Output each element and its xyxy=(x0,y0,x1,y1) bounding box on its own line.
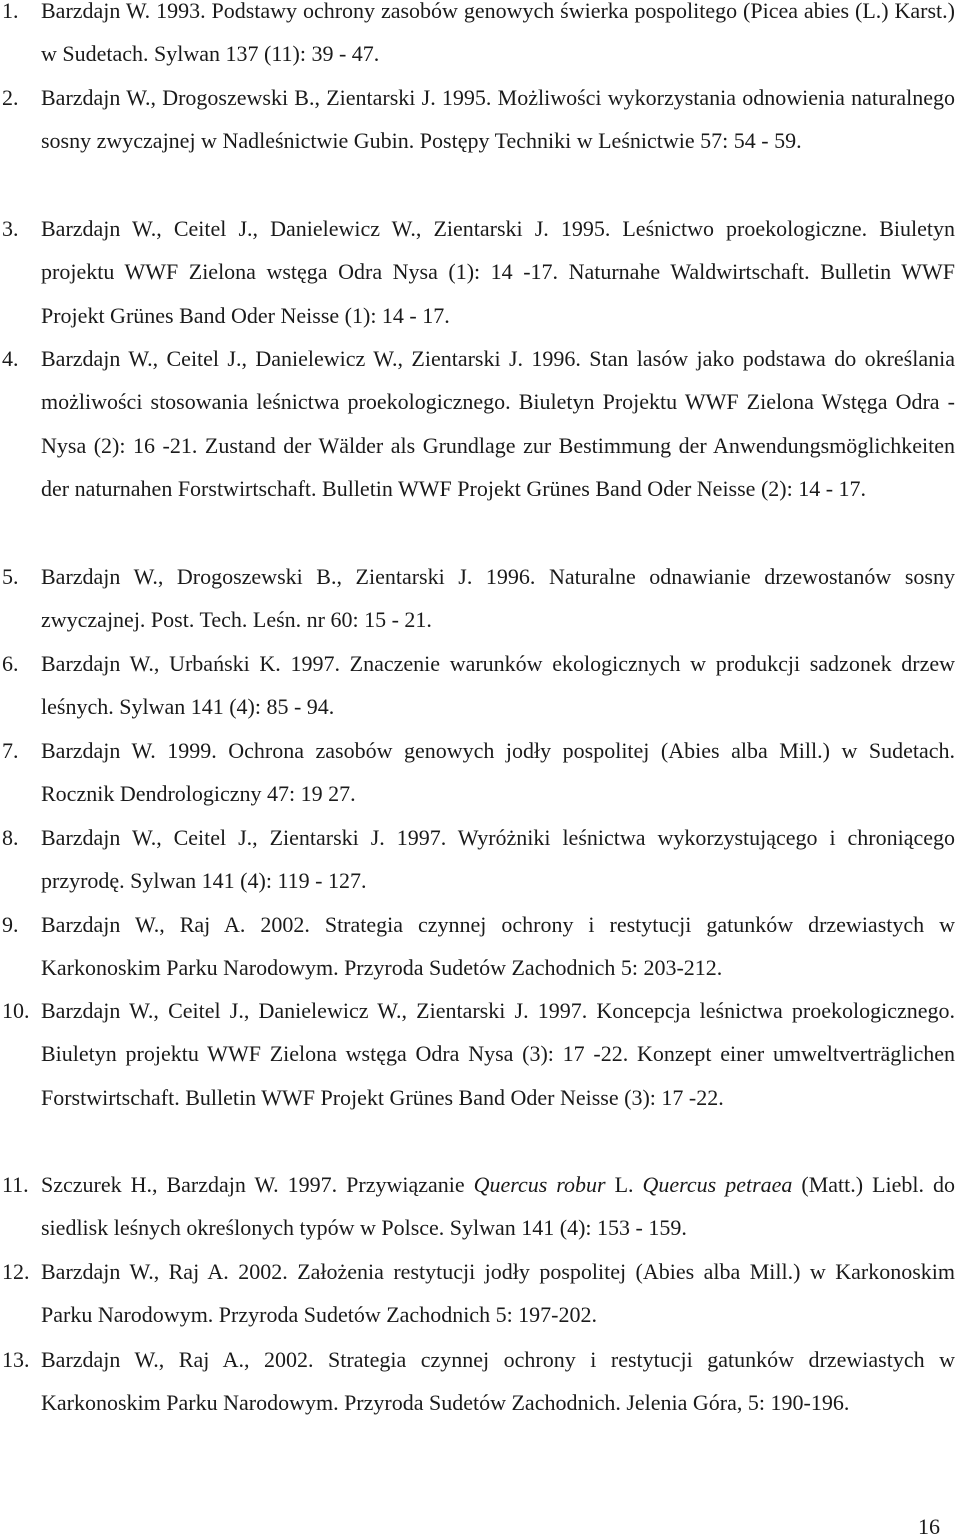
reference-number: 2. xyxy=(2,85,19,110)
reference-item xyxy=(0,1338,955,1425)
page-number: 16 xyxy=(918,1514,940,1539)
reference-number: 5. xyxy=(2,564,19,589)
species-name-italic: Quercus petraea xyxy=(642,1172,793,1197)
reference-text: Barzdajn W., Raj A. 2002. Założenia restytucji jodły pospolitej (Abies alba Mill.) w Karkonoskim Parku Narodowym. Przyroda Sudetów Zachodnich 5: 197-202. xyxy=(41,1259,955,1328)
reference-text: Barzdajn W. 1993. Podstawy ochrony zasobów genowych świerka pospolitego (Picea abies (L.) Karst.) w Sudetach. Sylwan 137 (11): 39 - 47. xyxy=(41,0,955,67)
reference-number: 3. xyxy=(2,216,19,241)
reference-text: Barzdajn W., Ceitel J., Danielewicz W., Zientarski J. 1995. Leśnictwo proekologiczne. Biuletyn projektu WWF Zielona wstęga Odra Nysa (1): 14 -17. Naturnahe Waldwirtschaft. Bulletin WWF Projekt Grünes Band Oder Neisse (1): 14 - 17. xyxy=(41,216,955,328)
reference-number: 11. xyxy=(2,1172,29,1197)
reference-text: Barzdajn W., Raj A., 2002. Strategia czynnej ochrony i restytucji gatunków drzewiastych w Karkonoskim Parku Narodowym. Przyroda Sudetów Zachodnich. Jelenia Góra, 5: 190-196. xyxy=(41,1347,955,1416)
reference-text: Barzdajn W., Raj A. 2002. Strategia czynnej ochrony i restytucji gatunków drzewiastych w Karkonoskim Parku Narodowym. Przyroda Sudetów Zachodnich 5: 203-212. xyxy=(41,912,955,981)
reference-item xyxy=(0,989,955,1119)
reference-text: Barzdajn W. 1999. Ochrona zasobów genowych jodły pospolitej (Abies alba Mill.) w Sudetach. Rocznik Dendrologiczny 47: 19 27. xyxy=(41,738,955,807)
reference-text: Barzdajn W., Ceitel J., Danielewicz W., Zientarski J. 1997. Koncepcja leśnictwa proekologicznego. Biuletyn projektu WWF Zielona wstęga Odra Nysa (3): 17 -22. Konzept einer umweltverträglichen Forstwirtschaft. Bulletin WWF Projekt Grünes Band Oder Neisse (3): 17 -22. xyxy=(41,998,955,1110)
reference-number: 9. xyxy=(2,912,19,937)
reference-item xyxy=(0,1250,955,1337)
reference-item xyxy=(0,76,955,163)
reference-number: 4. xyxy=(2,346,19,371)
reference-item xyxy=(0,903,955,990)
reference-number: 10. xyxy=(2,998,30,1023)
reference-text: Barzdajn W., Ceitel J., Danielewicz W., Zientarski J. 1996. Stan lasów jako podstawa do określania możliwości stosowania leśnictwa proekologicznego. Biuletyn Projektu WWF Zielona Wstęga Odra - Nysa (2): 16 -21. Zustand der Wälder als Grundlage zur Bestimmung der Anwendungsmöglichkeiten der naturnahen Forstwirtschaft. Bulletin WWF Projekt Grünes Band Oder Neisse (2): 14 - 17. xyxy=(41,346,955,502)
reference-text: Barzdajn W., Ceitel J., Zientarski J. 1997. Wyróżniki leśnictwa wykorzystującego i chroniącego przyrodę. Sylwan 141 (4): 119 - 127. xyxy=(41,825,955,894)
reference-item xyxy=(0,555,955,642)
species-name-italic: Quercus robur xyxy=(473,1172,606,1197)
reference-item xyxy=(0,207,955,337)
reference-item xyxy=(0,0,955,76)
reference-item xyxy=(0,642,955,729)
reference-text: Barzdajn W., Drogoszewski B., Zientarski J. 1995. Możliwości wykorzystania odnowienia naturalnego sosny zwyczajnej w Nadleśnictwie Gubin. Postępy Techniki w Leśnictwie 57: 54 - 59. xyxy=(41,85,955,154)
reference-text: Barzdajn W., Drogoszewski B., Zientarski J. 1996. Naturalne odnawianie drzewostanów sosny zwyczajnej. Post. Tech. Leśn. nr 60: 15 - 21. xyxy=(41,564,955,633)
reference-number: 6. xyxy=(2,651,19,676)
reference-number: 12. xyxy=(2,1259,30,1284)
reference-text: Barzdajn W., Urbański K. 1997. Znaczenie warunków ekologicznych w produkcji sadzonek drzew leśnych. Sylwan 141 (4): 85 - 94. xyxy=(41,651,955,720)
reference-number: 1. xyxy=(2,0,19,23)
reference-item xyxy=(0,729,955,816)
reference-number: 7. xyxy=(2,738,19,763)
reference-item xyxy=(0,816,955,903)
reference-number: 13. xyxy=(2,1347,30,1372)
reference-text: Szczurek H., Barzdajn W. 1997. Przywiązanie Quercus robur L. Quercus petraea (Matt.) Liebl. do siedlisk leśnych określonych typów w Polsce. Sylwan 141 (4): 153 - 159. xyxy=(41,1172,955,1241)
reference-item xyxy=(0,1163,955,1250)
reference-item xyxy=(0,337,955,511)
reference-number: 8. xyxy=(2,825,19,850)
